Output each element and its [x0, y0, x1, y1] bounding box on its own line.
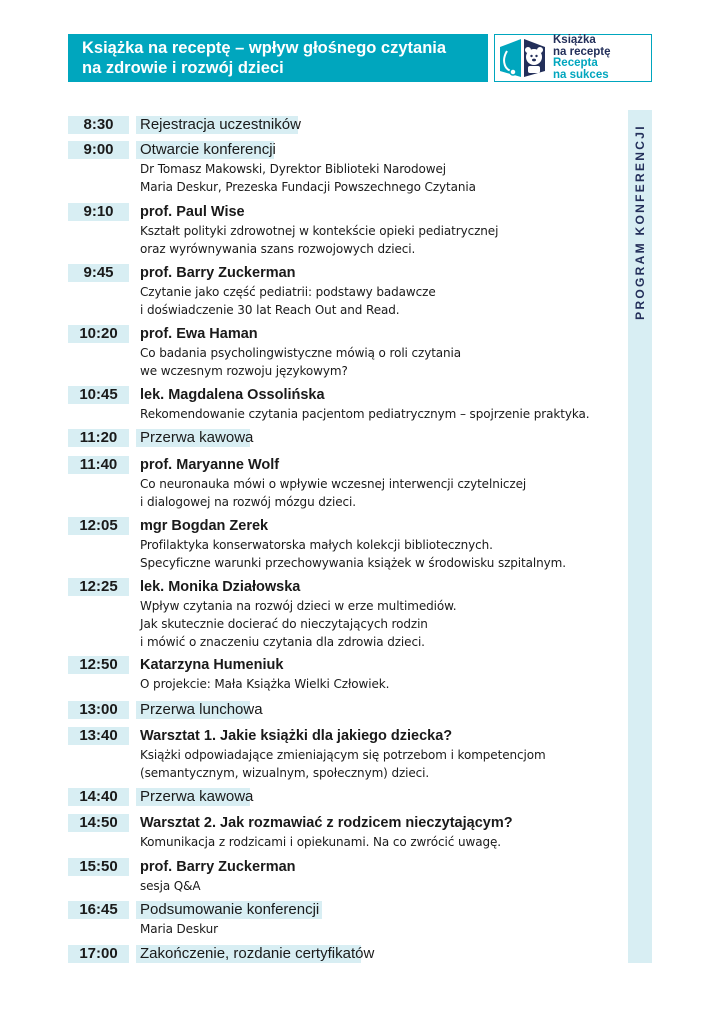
- program-description-line: Profilaktyka konserwatorska małych kolekcji bibliotecznych.: [140, 538, 493, 552]
- logo-text: [553, 35, 611, 81]
- program-description-line: O projekcie: Mała Książka Wielki Człowiek.: [140, 677, 390, 691]
- program-description: [140, 160, 476, 196]
- program-session-label: Przerwa kawowa: [136, 429, 250, 447]
- program-time: 11:20: [68, 429, 129, 447]
- program-description: [140, 283, 436, 319]
- program-time: 8:30: [68, 116, 129, 134]
- program-time: 9:45: [68, 264, 129, 282]
- program-description: [140, 920, 218, 938]
- logo-line1: Książka: [553, 34, 596, 46]
- program-session-label: Zakończenie, rozdanie certyfikatów: [136, 945, 361, 963]
- logo-line2: na receptę: [553, 45, 611, 58]
- program-description: [140, 536, 566, 572]
- program-time: 13:40: [68, 727, 129, 745]
- logo-line3: Recepta: [553, 57, 598, 69]
- program-description: [140, 597, 456, 651]
- program-speaker: prof. Paul Wise: [140, 204, 245, 220]
- program-speaker: Warsztat 2. Jak rozmawiać z rodzicem nieczytającym?: [140, 815, 513, 831]
- program-time: 9:00: [68, 141, 129, 159]
- program-speaker: lek. Monika Działowska: [140, 579, 301, 595]
- program-time: 12:25: [68, 578, 129, 596]
- program-description-line: i doświadczenie 30 lat Reach Out and Read.: [140, 303, 400, 317]
- program-description: [140, 675, 389, 693]
- program-description: [140, 475, 526, 511]
- program-description: [140, 746, 546, 782]
- program-time: 13:00: [68, 701, 129, 719]
- program-description-line: Kształt polityki zdrowotnej w kontekście opieki pediatrycznej: [140, 224, 499, 238]
- sidebar-label: PROGRAM KONFERENCJI: [633, 124, 647, 320]
- program-description-line: sesja Q&A: [140, 879, 201, 893]
- program-description-line: Jak skutecznie docierać do nieczytających rodzin: [140, 617, 428, 631]
- program-session-label: Przerwa kawowa: [136, 788, 250, 806]
- conference-title-banner: [68, 34, 488, 82]
- program-description-line: Czytanie jako część pediatrii: podstawy badawcze: [140, 285, 436, 299]
- program-speaker: Warsztat 1. Jakie książki dla jakiego dziecka?: [140, 728, 453, 744]
- program-time: 15:50: [68, 858, 129, 876]
- program-speaker: Katarzyna Humeniuk: [140, 657, 284, 673]
- program-session-label: Przerwa lunchowa: [136, 701, 250, 719]
- program-description-line: Co neuronauka mówi o wpływie wczesnej interwencji czytelniczej: [140, 477, 527, 491]
- program-speaker: prof. Maryanne Wolf: [140, 457, 280, 473]
- program-description: [140, 405, 589, 423]
- program-description-line: oraz wyrównywania szans rozwojowych dzieci.: [140, 242, 416, 256]
- program-description-line: Maria Deskur: [140, 922, 218, 936]
- program-description: [140, 344, 461, 380]
- program-session-label: Rejestracja uczestników: [136, 116, 298, 134]
- program-session-label: Otwarcie konferencji: [136, 141, 274, 159]
- program-description-line: we wczesnym rozwoju językowym?: [140, 364, 348, 378]
- logo: [494, 34, 652, 82]
- program-speaker: prof. Ewa Haman: [140, 326, 258, 342]
- program-description-line: Maria Deskur, Prezeska Fundacji Powszechnego Czytania: [140, 180, 476, 194]
- program-description-line: (semantycznym, wizualnym, społecznym) dzieci.: [140, 766, 430, 780]
- program-description: [140, 833, 501, 851]
- program-time: 17:00: [68, 945, 129, 963]
- program-speaker: lek. Magdalena Ossolińska: [140, 387, 325, 403]
- program-session-label: Podsumowanie konferencji: [136, 901, 322, 919]
- program-description-line: i mówić o znaczeniu czytania dla zdrowia dzieci.: [140, 635, 425, 649]
- program-description-line: i dialogowej na rozwój mózgu dzieci.: [140, 495, 356, 509]
- program-time: 12:05: [68, 517, 129, 535]
- book-stethoscope-bear-icon: [497, 37, 549, 81]
- program-description-line: Co badania psycholingwistyczne mówią o roli czytania: [140, 346, 462, 360]
- program-description: [140, 222, 498, 258]
- program-description: [140, 877, 201, 895]
- program-description-line: Wpływ czytania na rozwój dzieci w erze multimediów.: [140, 599, 457, 613]
- program-description-line: Rekomendowanie czytania pacjentom pediatrycznym – spojrzenie praktyka.: [140, 407, 590, 421]
- program-time: 12:50: [68, 656, 129, 674]
- program-description-line: Książki odpowiadające zmieniającym się potrzebom i kompetencjom: [140, 748, 546, 762]
- program-description-line: Specyficzne warunki przechowywania książek w środowisku szpitalnym.: [140, 556, 566, 570]
- program-time: 16:45: [68, 901, 129, 919]
- program-speaker: prof. Barry Zuckerman: [140, 859, 296, 875]
- program-description-line: Dr Tomasz Makowski, Dyrektor Biblioteki Narodowej: [140, 162, 447, 176]
- program-time: 10:45: [68, 386, 129, 404]
- logo-line4: na sukces: [553, 68, 609, 81]
- program-time: 14:50: [68, 814, 129, 832]
- program-time: 11:40: [68, 456, 129, 474]
- conference-title-line1: Książka na receptę – wpływ głośnego czytania: [82, 39, 447, 57]
- conference-title-line2: na zdrowie i rozwój dzieci: [82, 59, 284, 77]
- program-speaker: prof. Barry Zuckerman: [140, 265, 296, 281]
- program-time: 9:10: [68, 203, 129, 221]
- program-time: 10:20: [68, 325, 129, 343]
- program-speaker: mgr Bogdan Zerek: [140, 518, 269, 534]
- program-time: 14:40: [68, 788, 129, 806]
- program-description-line: Komunikacja z rodzicami i opiekunami. Na co zwrócić uwagę.: [140, 835, 501, 849]
